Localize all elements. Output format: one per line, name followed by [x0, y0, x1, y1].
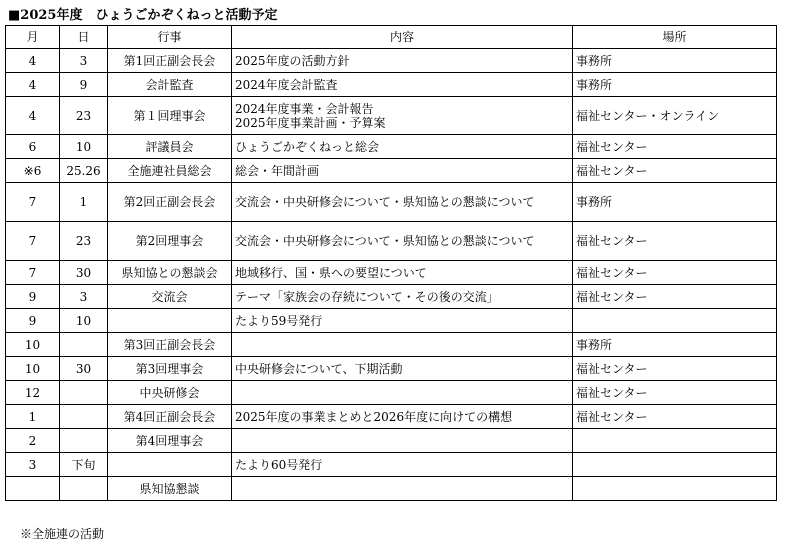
table-row	[6, 135, 777, 159]
cell-place: 福祉センター	[573, 285, 777, 309]
cell-event: 第１回理事会	[108, 97, 232, 135]
cell-content	[232, 135, 573, 159]
cell-day: 30	[60, 357, 108, 381]
cell-content	[232, 381, 573, 405]
cell-day: 10	[60, 309, 108, 333]
cell-place: 事務所	[573, 183, 777, 222]
cell-month: 9	[6, 309, 60, 333]
cell-content	[232, 183, 573, 222]
cell-place: 福祉センター	[573, 135, 777, 159]
cell-month: 1	[6, 405, 60, 429]
cell-month: 7	[6, 222, 60, 261]
cell-content	[232, 73, 573, 97]
cell-day	[60, 333, 108, 357]
cell-event: 第1回正副会長会	[108, 49, 232, 73]
header-day: 日	[60, 26, 108, 49]
cell-event: 第3回理事会	[108, 357, 232, 381]
header-content: 内容	[232, 26, 573, 49]
cell-day: 下旬	[60, 453, 108, 477]
cell-day: 30	[60, 261, 108, 285]
cell-place: 事務所	[573, 73, 777, 97]
cell-month: 4	[6, 73, 60, 97]
table-row	[6, 183, 777, 222]
schedule-table	[5, 25, 777, 501]
table-row	[6, 477, 777, 501]
cell-event: 県知協懇談	[108, 477, 232, 501]
cell-place: 福祉センター	[573, 381, 777, 405]
cell-event: 評議員会	[108, 135, 232, 159]
cell-place: 福祉センター	[573, 159, 777, 183]
content-line: 2024年度会計監査	[235, 77, 338, 92]
cell-month: 2	[6, 429, 60, 453]
cell-month	[6, 477, 60, 501]
header-place: 場所	[573, 26, 777, 49]
cell-content	[232, 309, 573, 333]
cell-day	[60, 477, 108, 501]
table-row	[6, 357, 777, 381]
cell-month: 10	[6, 357, 60, 381]
cell-place: 福祉センター	[573, 357, 777, 381]
content-line: たより59号発行	[235, 313, 323, 328]
content-line: 地域移行、国・県への要望について	[235, 265, 427, 280]
cell-event: 第2回理事会	[108, 222, 232, 261]
table-header-row	[6, 26, 777, 49]
table-row	[6, 222, 777, 261]
cell-content	[232, 222, 573, 261]
cell-event: 中央研修会	[108, 381, 232, 405]
cell-month: 7	[6, 183, 60, 222]
content-line: 2025年度の事業まとめと2026年度に向けての構想	[235, 409, 513, 424]
table-row	[6, 309, 777, 333]
cell-day: 23	[60, 97, 108, 135]
cell-event: 会計監査	[108, 73, 232, 97]
cell-day	[60, 381, 108, 405]
cell-place: 事務所	[573, 49, 777, 73]
cell-place	[573, 453, 777, 477]
table-row	[6, 381, 777, 405]
cell-place: 福祉センター	[573, 261, 777, 285]
cell-month: 7	[6, 261, 60, 285]
content-line: 2024年度事業・会計報告	[235, 101, 374, 116]
cell-month: 10	[6, 333, 60, 357]
header-event: 行事	[108, 26, 232, 49]
cell-day: 23	[60, 222, 108, 261]
table-row	[6, 73, 777, 97]
header-month: 月	[6, 26, 60, 49]
content-line: 中央研修会について、下期活動	[235, 361, 403, 376]
cell-content	[232, 405, 573, 429]
cell-content	[232, 477, 573, 501]
cell-place: 福祉センター	[573, 405, 777, 429]
content-line: ひょうごかぞくねっと総会	[235, 139, 380, 154]
cell-day: 25.26	[60, 159, 108, 183]
content-line: テーマ「家族会の存続について・その後の交流」	[235, 289, 499, 304]
content-line: 交流会・中央研修会について・県知協との懇談について	[235, 234, 535, 248]
table-body	[6, 49, 777, 501]
cell-content	[232, 159, 573, 183]
cell-month: 4	[6, 49, 60, 73]
content-line: 総会・年間計画	[235, 163, 320, 178]
cell-place	[573, 429, 777, 453]
cell-month: ※6	[6, 159, 60, 183]
table-row	[6, 405, 777, 429]
cell-month: 3	[6, 453, 60, 477]
cell-place: 福祉センター	[573, 222, 777, 261]
cell-event	[108, 309, 232, 333]
cell-day	[60, 405, 108, 429]
cell-day: 9	[60, 73, 108, 97]
cell-event: 第4回正副会長会	[108, 405, 232, 429]
content-line: 2025年度の活動方針	[235, 53, 350, 68]
cell-month: 6	[6, 135, 60, 159]
cell-content	[232, 357, 573, 381]
cell-place	[573, 477, 777, 501]
cell-content	[232, 453, 573, 477]
table-row	[6, 333, 777, 357]
cell-day: 1	[60, 183, 108, 222]
table-row	[6, 159, 777, 183]
cell-day	[60, 429, 108, 453]
cell-month: 4	[6, 97, 60, 135]
cell-content	[232, 429, 573, 453]
table-row	[6, 49, 777, 73]
table-row	[6, 261, 777, 285]
content-line: たより60号発行	[235, 457, 323, 472]
table-row	[6, 429, 777, 453]
cell-content	[232, 49, 573, 73]
cell-event: 交流会	[108, 285, 232, 309]
cell-content	[232, 333, 573, 357]
cell-event: 県知協との懇談会	[108, 261, 232, 285]
cell-event: 第3回正副会長会	[108, 333, 232, 357]
content-line: 交流会・中央研修会について・県知協との懇談について	[235, 195, 535, 209]
cell-month: 9	[6, 285, 60, 309]
page-title: ■2025年度 ひょうごかぞくねっと活動予定	[8, 8, 278, 23]
cell-content	[232, 97, 573, 135]
content-line: 2025年度事業計画・予算案	[235, 115, 386, 130]
cell-day: 3	[60, 285, 108, 309]
table-row	[6, 285, 777, 309]
cell-content	[232, 261, 573, 285]
cell-place: 福祉センター・オンライン	[573, 97, 777, 135]
cell-month: 12	[6, 381, 60, 405]
cell-event	[108, 453, 232, 477]
cell-event: 第4回理事会	[108, 429, 232, 453]
cell-event: 全施連社員総会	[108, 159, 232, 183]
cell-event: 第2回正副会長会	[108, 183, 232, 222]
footnote: ※全施連の活動	[20, 527, 105, 541]
table-row	[6, 97, 777, 135]
cell-day: 10	[60, 135, 108, 159]
cell-place	[573, 309, 777, 333]
cell-day: 3	[60, 49, 108, 73]
cell-content	[232, 285, 573, 309]
cell-place: 事務所	[573, 333, 777, 357]
table-row	[6, 453, 777, 477]
